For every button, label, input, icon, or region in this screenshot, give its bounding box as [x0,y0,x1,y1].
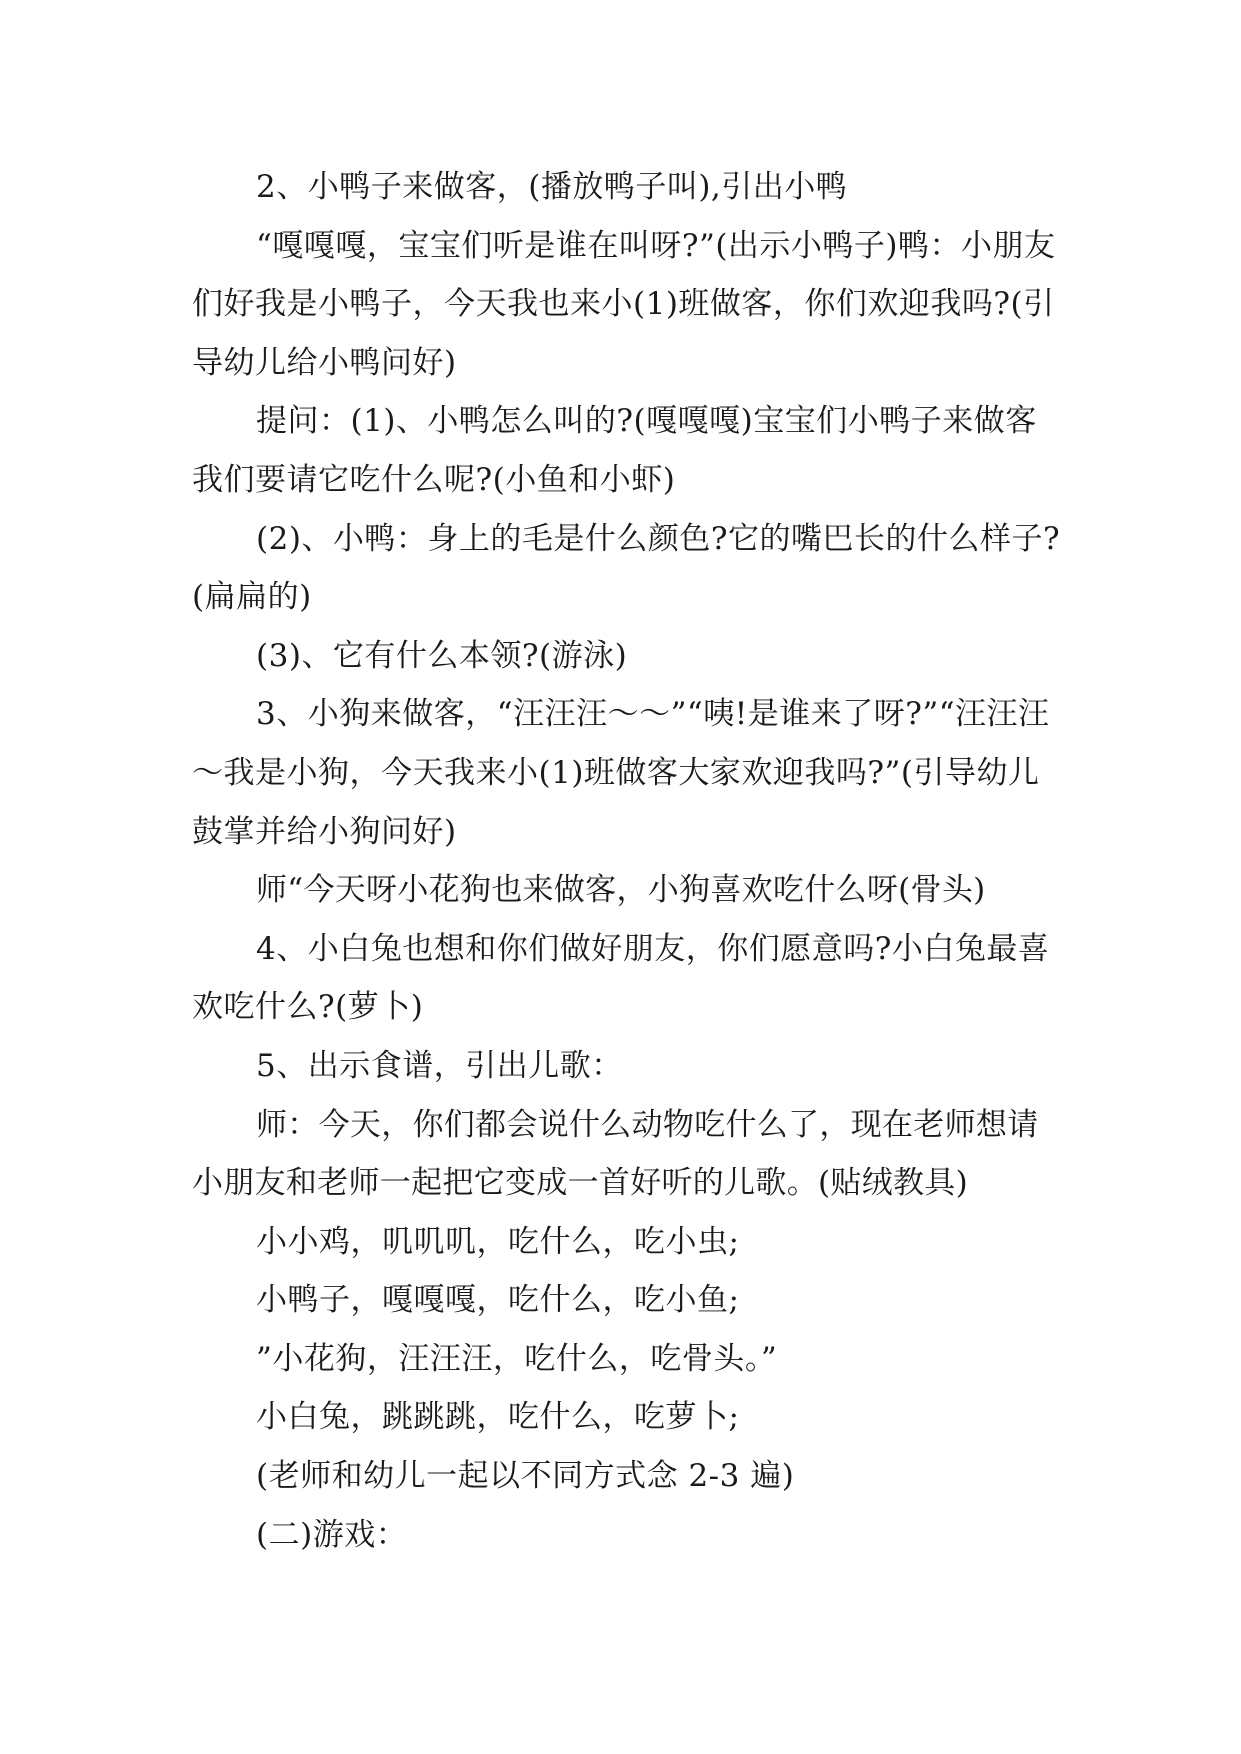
paragraph-menu: 5、出示食谱，引出儿歌： [256,1047,623,1084]
paragraph-rabbit-intro: 4、小白兔也想和你们做好朋友，你们愿意吗?小白兔最喜欢吃什么?(萝卜) [192,930,1050,1026]
rhyme-line-duck: 小鸭子，嘎嘎嘎，吃什么，吃小鱼; [256,1282,740,1319]
paragraph-question-2: (2)、小鸭：身上的毛是什么颜色?它的嘴巴长的什么样子?(扁扁的) [192,520,1061,616]
section-heading-game: (二)游戏： [256,1516,408,1553]
rhyme-line-dog: ”小花狗，汪汪汪，吃什么，吃骨头。” [256,1340,778,1377]
paragraph-recite-note: (老师和幼儿一起以不同方式念 2-3 遍) [256,1458,795,1495]
paragraph-dog-intro: 3、小狗来做客，“汪汪汪～～”“咦!是谁来了呀?”“汪汪汪～我是小狗，今天我来小(1)班做客大家欢迎我吗?”(引导幼儿鼓掌并给小狗问好) [192,696,1050,850]
paragraph-duck-intro: 2、小鸭子来做客，(播放鸭子叫),引出小鸭 [256,169,848,205]
document-body [192,158,1064,1564]
paragraph-question-1: 提问：(1)、小鸭怎么叫的?(嘎嘎嘎)宝宝们小鸭子来做客我们要请它吃什么呢?(小鱼和小虾) [192,403,1037,498]
paragraph-question-3: (3)、它有什么本领?(游泳) [256,637,628,674]
paragraph-dog-food: 师“今天呀小花狗也来做客，小狗喜欢吃什么呀(骨头) [256,872,986,909]
paragraph-teacher-rhyme: 师：今天，你们都会说什么动物吃什么了，现在老师想请小朋友和老师一起把它变成一首好听的儿歌。(贴绒教具) [192,1106,1039,1202]
rhyme-line-chick: 小小鸡，叽叽叽，吃什么，吃小虫; [256,1223,740,1260]
paragraph-duck-greeting: “嘎嘎嘎，宝宝们听是谁在叫呀?”(出示小鸭子)鸭：小朋友们好我是小鸭子，今天我也来小(1)班做客，你们欢迎我吗?(引导幼儿给小鸭问好) [192,227,1056,381]
rhyme-line-rabbit: 小白兔，跳跳跳，吃什么，吃萝卜; [256,1399,740,1436]
